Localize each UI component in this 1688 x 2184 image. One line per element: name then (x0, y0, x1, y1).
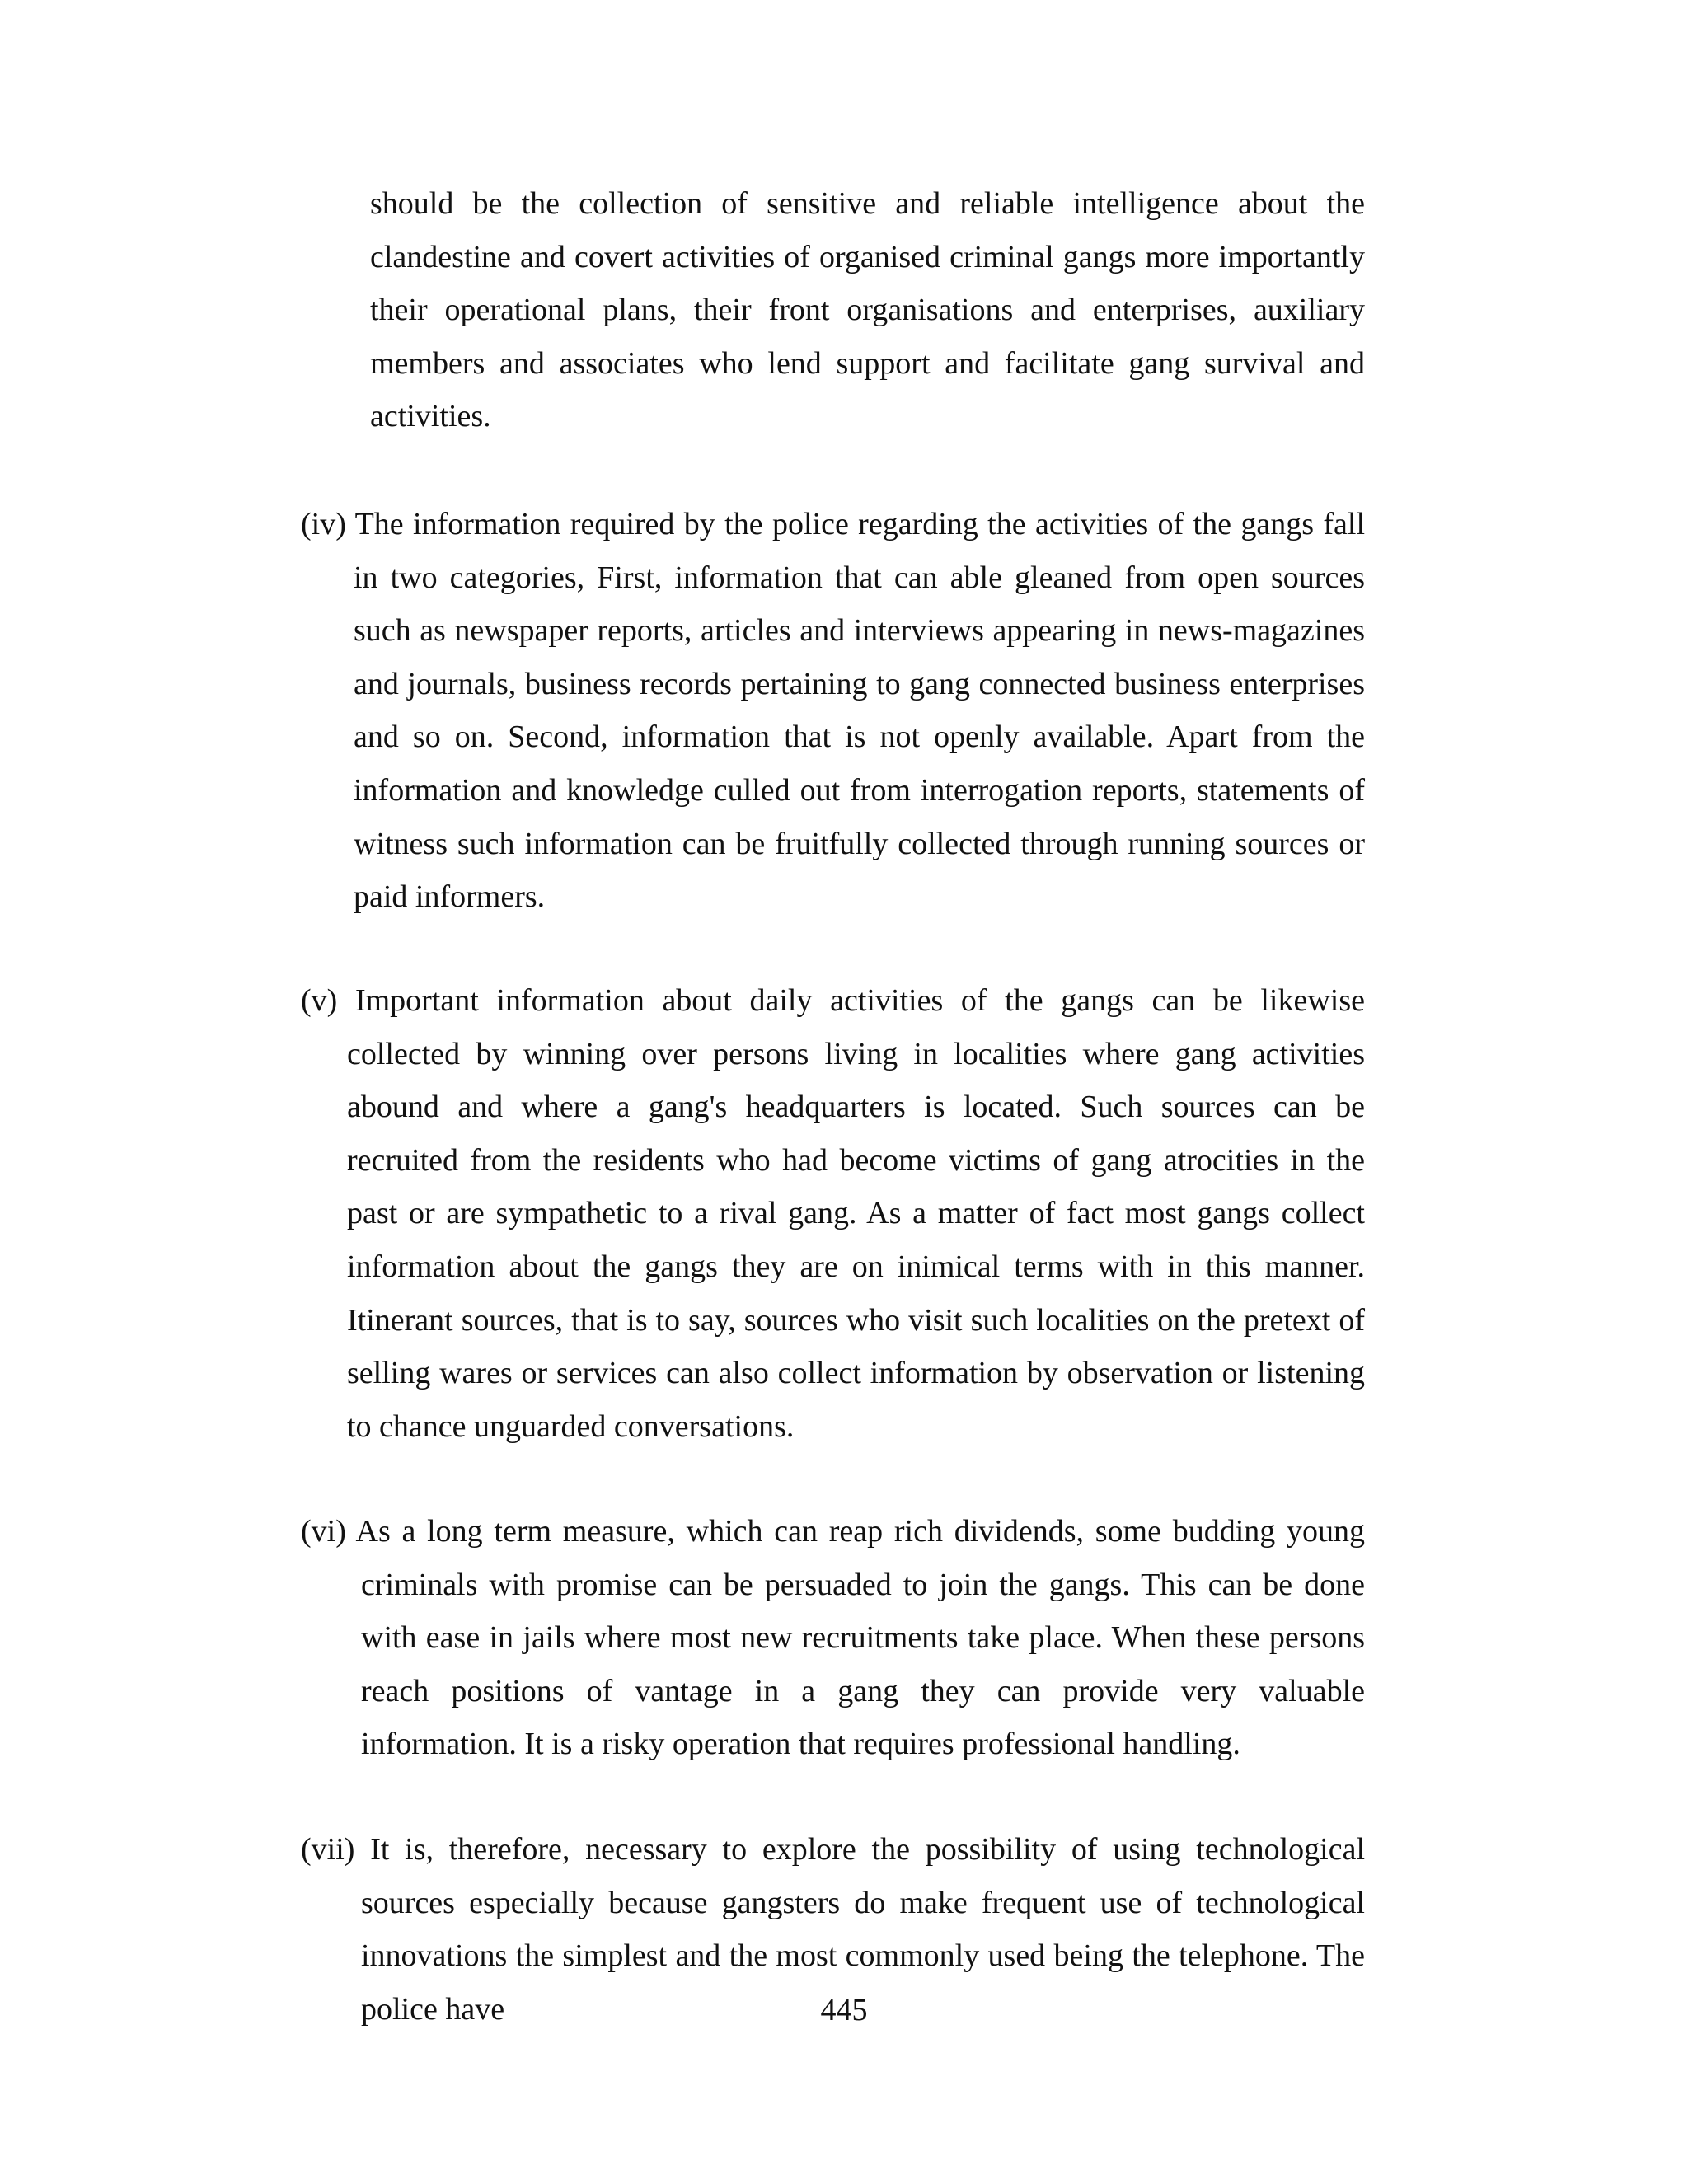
list-item-v (301, 974, 1365, 1453)
item-marker: (vii) (301, 1832, 355, 1867)
item-marker: (vi) (301, 1514, 346, 1549)
item-text: It is, therefore, necessary to explore the possibility of using technological sources especially because gangsters do make frequent use of technological innovations the simplest and the most commonly used being the telephone. The police have (361, 1832, 1366, 2027)
list-item-iv (301, 498, 1365, 924)
item-marker: (v) (301, 983, 338, 1018)
list-item-vi (301, 1505, 1365, 1771)
item-marker: (iv) (301, 507, 346, 541)
item-text: Important information about daily activities of the gangs can be likewise collected by winning over persons living in localities where gang activities abound and where a gang's headquarters is located. Such sources can be recruited from the residents who had become victims of gang atrocities in the past or are sympathetic to a rival gang. As a matter of fact most gangs collect information about the gangs they are on inimical terms with in this manner. Itinerant sources, that is to say, sources who visit such localities on the pretext of selling wares or services can also collect information by observation or listening to chance unguarded conversations. (347, 983, 1365, 1444)
item-text: As a long term measure, which can reap rich dividends, some budding young criminals with promise can be persuaded to join the gangs. This can be done with ease in jails where most new recruitments take place. When these persons reach positions of vantage in a gang they can provide very valuable information. It is a risky operation that requires professional handling. (355, 1514, 1365, 1762)
continuation-paragraph: should be the collection of sensitive and reliable intelligence about the clandestine and covert activities of organised criminal gangs more importantly their operational plans, their front organisations and enterprises, auxiliary members and associates who lend support and facilitate gang survival and activities. (370, 186, 1365, 434)
item-text: The information required by the police regarding the activities of the gangs fall in two categories, First, information that can able gleaned from open sources such as newspaper reports, articles and interviews appearing in news-magazines and journals, business records pertaining to gang connected business enterprises and so on. Second, information that is not openly available. Apart from the information and knowledge culled out from interrogation reports, statements of witness such information can be fruitfully collected through running sources or paid informers. (354, 507, 1365, 915)
page-number: 445 (820, 1993, 868, 2027)
